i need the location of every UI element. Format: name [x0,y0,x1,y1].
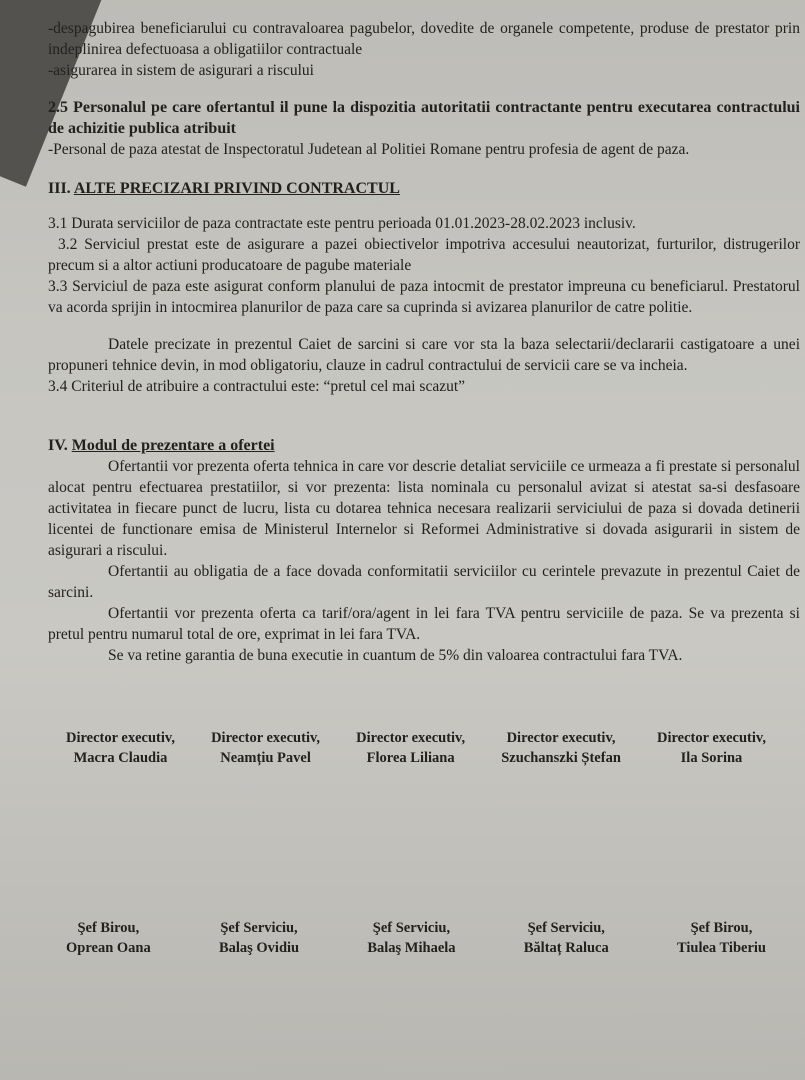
signature-name: Florea Liliana [366,750,455,766]
offer-paragraph-1: Ofertantii vor prezenta oferta tehnica in care vor descrie detaliat serviciile ce urmeaza a fi prestate si personalul alocat pentru efectuarea prestatiilor, si vor prezenta: lista nominala cu personalul avizat si atestat sa-si desfasoare activitatea in fiecare punct de lucru, lista cu dotarea tehnica necesara realizarii serviciului de paza si dovada detinerii licentei de functionare emisa de Ministerul Internelor si Reformei Administrative si dovada asigurarii in sistem de asigurari a riscului. [48,458,800,559]
section-4-heading [48,435,800,456]
offer-paragraph-3: Ofertantii vor prezenta oferta ca tarif/ora/agent in lei fara TVA pentru serviciile de paza. Se va prezenta si pretul pentru numarul total de ore, exprimat in lei fara TVA. [48,605,800,643]
signature-block [219,918,299,958]
signature-title: Şef Birou, [690,920,753,936]
signature-name: Neamțiu Pavel [220,750,311,766]
signature-name: Băltaț Raluca [523,940,609,956]
signature-title: Şef Birou, [77,920,140,936]
signature-name: Macra Claudia [73,750,168,766]
signature-title: Şef Serviciu, [527,920,605,936]
signature-title: Director executiv, [356,730,466,746]
signature-block [66,728,175,768]
offer-paragraph-2: Ofertantii au obligatia de a face dovada conformitatii serviciilor cu cerintele prevazute in prezentul Caiet de sarcini. [48,563,800,601]
obligation-line-2: -asigurarea in sistem de asigurari a riscului [48,62,314,79]
clause-3-2: 3.2 Serviciul prestat este de asigurare a pazei obiectivelor impotriva accesului neautorizat, furturilor, distrugerilor precum si a altor actiuni producatoare de pagube materiale [48,236,800,274]
signature-name: Oprean Oana [66,940,151,956]
head-signatures [66,918,766,958]
signature-title: Director executiv, [211,730,321,746]
signature-title: Director executiv, [506,730,616,746]
clause-3-3: 3.3 Serviciul de paza este asigurat conform planului de paza intocmit de prestator impreuna cu beneficiarul. Prestatorul va acorda sprijin in intocmirea planurilor de paza care sa cuprinda si avizarea planurilor de catre politie. [48,278,800,316]
signature-block [657,728,766,768]
signature-block [356,728,465,768]
signature-block [524,918,609,958]
signature-block [367,918,455,958]
signature-block [66,918,151,958]
selection-note: Datele precizate in prezentul Caiet de sarcini si care vor sta la baza selectarii/declararii castigatoare a unei propuneri tehnice devin, in mod obligatoriu, clauze in cadrul contractului de servicii care se va incheia. [48,336,800,374]
section-4-number: IV. [48,437,68,454]
signature-title: Director executiv, [656,730,766,746]
signature-block [677,918,766,958]
section-4-title: Modul de prezentare a ofertei [71,437,275,454]
signature-name: Balaş Ovidiu [218,940,300,956]
signature-name: Szuchanszki Ștefan [501,750,621,766]
signature-title: Şef Serviciu, [372,920,451,936]
clause-3-4: 3.4 Criteriul de atribuire a contractului este: “pretul cel mai scazut” [48,378,466,395]
section-3-title: ALTE PRECIZARI PRIVIND CONTRACTUL [73,180,400,197]
signature-name: Tiulea Tiberiu [676,940,766,956]
offer-paragraph-4: Se va retine garantia de buna executie in cuantum de 5% din valoarea contractului fara TVA. [108,647,683,664]
signature-title: Director executiv, [66,730,175,746]
director-signatures [66,728,766,768]
section-3-heading [48,178,800,199]
signature-name: Balaş Mihaela [367,940,456,956]
section-3-number: III. [48,180,71,197]
signature-title: Şef Serviciu, [220,920,298,936]
signature-name: Ila Sorina [680,750,743,766]
signature-block [501,728,621,768]
section-2-5-heading: 2.5 Personalul pe care ofertantul il pune la dispozitia autoritatii contractante pentru executarea contractului de achizitie publica atribuit [48,99,800,137]
obligation-line-1: -despagubirea beneficiarului cu contravaloarea pagubelor, dovedite de organele competente, produse de prestator prin indeplinirea defectuoasa a obligatiilor contractuale [48,20,800,58]
signature-block [211,728,320,768]
clause-3-1: 3.1 Durata serviciilor de paza contractate este pentru perioada 01.01.2023-28.02.2023 inclusiv. [48,215,636,232]
document-body [48,18,800,666]
section-2-5-text: -Personal de paza atestat de Inspectoratul Judetean al Politiei Romane pentru profesia de agent de paza. [48,141,690,158]
